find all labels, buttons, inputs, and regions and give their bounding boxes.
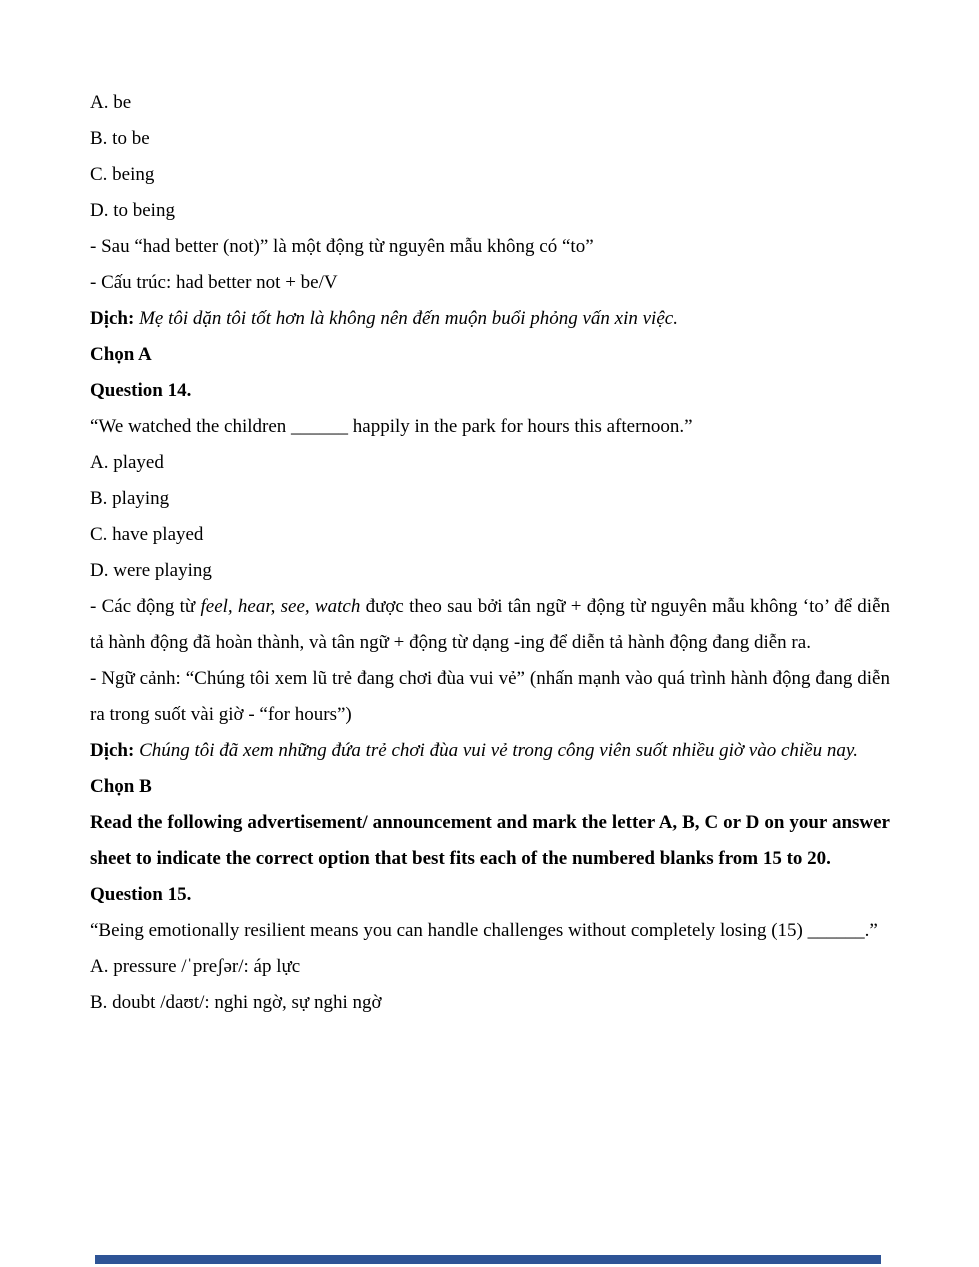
section-instruction: Read the following advertisement/ announcement and mark the letter A, B, C or D on your answer sheet to indicate the correct option that best fits each of the numbered blanks from 15 to 20. bbox=[90, 812, 890, 869]
q13-option-d: D. to being bbox=[90, 200, 175, 221]
q14-option-d: D. were playing bbox=[90, 560, 212, 581]
q14-answer: Chọn B bbox=[90, 776, 152, 797]
q13-option-a: A. be bbox=[90, 92, 132, 113]
q14-option-a: A. played bbox=[90, 452, 164, 473]
q14-question: “We watched the children ______ happily in the park for hours this afternoon.” bbox=[90, 416, 693, 437]
q15-heading: Question 15. bbox=[90, 884, 192, 905]
q15-question: “Being emotionally resilient means you can handle challenges without completely losing (15) ______.” bbox=[90, 920, 878, 941]
q13-translation-label: Dịch: bbox=[90, 308, 135, 329]
q13-translation-text: Mẹ tôi dặn tôi tốt hơn là không nên đến muộn buổi phỏng vấn xin việc. bbox=[139, 308, 678, 329]
q14-option-c: C. have played bbox=[90, 524, 204, 545]
q15-option-b: B. doubt /daʊt/: nghi ngờ, sự nghi ngờ bbox=[90, 992, 382, 1013]
q14-option-b: B. playing bbox=[90, 488, 170, 509]
q14-heading: Question 14. bbox=[90, 380, 192, 401]
q13-option-c: C. being bbox=[90, 164, 155, 185]
q14-explanation-1 bbox=[90, 589, 890, 661]
q15-option-a: A. pressure /ˈpreʃər/: áp lực bbox=[90, 956, 301, 977]
q14-explanation-2: - Ngữ cảnh: “Chúng tôi xem lũ trẻ đang chơi đùa vui vẻ” (nhấn mạnh vào quá trình hành động đang diễn ra trong suốt vài giờ - “for hours”) bbox=[90, 668, 890, 725]
q13-explanation-1: - Sau “had better (not)” là một động từ nguyên mẫu không có “to” bbox=[90, 236, 594, 257]
q13-translation bbox=[90, 301, 890, 337]
q14-explanation-1-verbs: feel, hear, see, watch bbox=[200, 596, 361, 617]
q14-explanation-1-post: được theo sau bởi tân ngữ + động từ nguyên mẫu không ‘to’ để diễn tả hành động đã hoàn thành, và tân ngữ + động từ dạng -ing để diễn tả hành động đang diễn ra. bbox=[90, 596, 890, 653]
q14-explanation-1-pre: - Các động từ bbox=[90, 596, 201, 617]
document-content bbox=[90, 85, 890, 1021]
footer-accent-bar bbox=[95, 1255, 881, 1264]
q14-translation bbox=[90, 733, 890, 769]
q13-answer: Chọn A bbox=[90, 344, 152, 365]
q13-option-b: B. to be bbox=[90, 128, 150, 149]
q14-translation-label: Dịch: bbox=[90, 740, 135, 761]
q14-translation-text: Chúng tôi đã xem những đứa trẻ chơi đùa vui vẻ trong công viên suốt nhiều giờ vào chiều nay. bbox=[139, 740, 858, 761]
q13-explanation-2: - Cấu trúc: had better not + be/V bbox=[90, 272, 338, 293]
